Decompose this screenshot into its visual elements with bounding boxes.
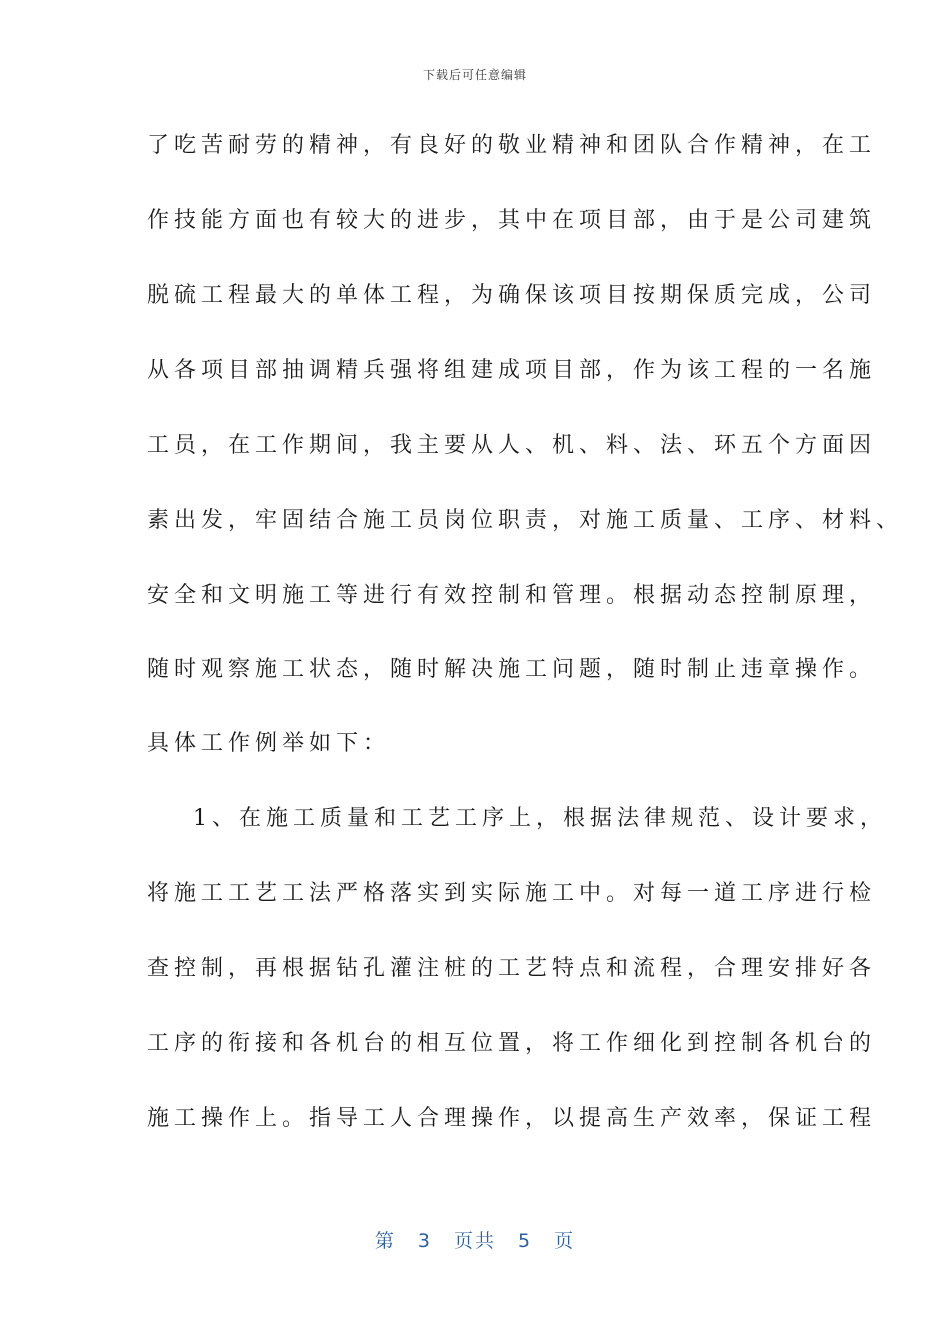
- paragraph-line: 1、在施工质量和工艺工序上，根据法律规范、设计要求，: [193, 806, 887, 831]
- total-pages-number: 5: [518, 1230, 533, 1252]
- paragraph-line: 了吃苦耐劳的精神，有良好的敬业精神和团队合作精神，在工: [147, 133, 877, 158]
- paragraph-line: 将施工工艺工法严格落实到实际施工中。对每一道工序进行检: [147, 881, 877, 906]
- paragraph-line: 从各项目部抽调精兵强将组建成项目部，作为该工程的一名施: [147, 358, 877, 383]
- paragraph-line: 作技能方面也有较大的进步，其中在项目部，由于是公司建筑: [147, 208, 877, 233]
- paragraph-line: 安全和文明施工等进行有效控制和管理。根据动态控制原理，: [147, 583, 877, 608]
- footer-prefix: 第: [374, 1230, 396, 1252]
- paragraph-line: 工员，在工作期间，我主要从人、机、料、法、环五个方面因: [147, 433, 877, 458]
- paragraph-line: 脱硫工程最大的单体工程，为确保该项目按期保质完成，公司: [147, 283, 877, 308]
- page-footer: [0, 1226, 950, 1253]
- paragraph-line: 工序的衔接和各机台的相互位置，将工作细化到控制各机台的: [147, 1031, 877, 1056]
- footer-middle: 页共: [453, 1230, 496, 1252]
- paragraph-line: 随时观察施工状态，随时解决施工问题，随时制止违章操作。: [147, 657, 877, 682]
- paragraph-line: 具体工作例举如下：: [147, 731, 391, 756]
- current-page-number: 3: [417, 1230, 432, 1252]
- footer-suffix: 页: [554, 1230, 576, 1252]
- paragraph-line: 素出发，牢固结合施工员岗位职责，对施工质量、工序、材料、: [147, 508, 904, 533]
- header-note: 下载后可任意编辑: [422, 68, 527, 82]
- paragraph-line: 施工操作上。指导工人合理操作，以提高生产效率，保证工程: [147, 1106, 877, 1131]
- paragraph-line: 查控制，再根据钻孔灌注桩的工艺特点和流程，合理安排好各: [147, 956, 877, 981]
